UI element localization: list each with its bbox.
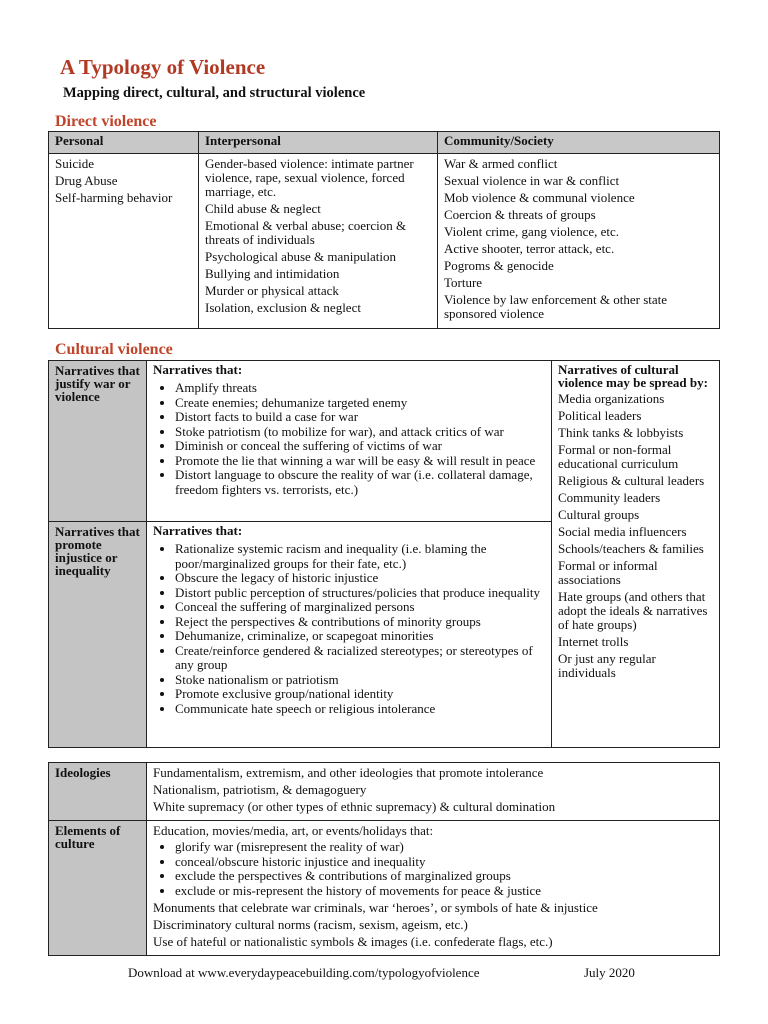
- interpersonal-cell: [199, 154, 438, 329]
- list-item: Think tanks & lobbyists: [558, 425, 684, 440]
- list-item: Active shooter, terror attack, etc.: [444, 241, 615, 256]
- row-label-elements-of-culture: Elements of culture: [49, 821, 147, 956]
- list-item: Formal or non-formal educational curriculum: [558, 442, 679, 471]
- direct-violence-table: [48, 131, 720, 329]
- row-label-justify-war: Narratives that justify war or violence: [49, 361, 147, 522]
- list-item: • exclude or mis-represent the history of movements for peace & justice: [175, 884, 713, 899]
- narratives-intro: Narratives that:: [153, 523, 243, 538]
- row-label-ideologies: Ideologies: [49, 763, 147, 821]
- page-subtitle: Mapping direct, cultural, and structural violence: [63, 85, 366, 101]
- col-header-personal: Personal: [49, 132, 199, 154]
- list-item: War & armed conflict: [444, 156, 558, 171]
- personal-cell: [49, 154, 199, 329]
- list-item: Fundamentalism, extremism, and other ideologies that promote intolerance: [153, 765, 544, 780]
- list-item: • Create/reinforce gendered & racialized stereotypes; or stereotypes of any group: [175, 644, 545, 673]
- list-item: Formal or informal associations: [558, 558, 658, 587]
- ideologies-cell: [147, 763, 720, 821]
- list-item: • Distort language to obscure the reality of war (i.e. collateral damage, freedom fighters vs. terrorists, etc.): [175, 468, 545, 497]
- list-item: Isolation, exclusion & neglect: [205, 300, 361, 315]
- list-item: Child abuse & neglect: [205, 201, 321, 216]
- list-item: • Stoke patriotism (to mobilize for war), and attack critics of war: [175, 425, 545, 440]
- list-item: Drug Abuse: [55, 173, 118, 188]
- download-link[interactable]: Download at www.everydaypeacebuilding.com/typologyofviolence: [128, 965, 480, 980]
- direct-violence-heading: Direct violence: [55, 113, 157, 130]
- row-label-injustice: Narratives that promote injustice or inequality: [49, 522, 147, 748]
- cultural-violence-heading: Cultural violence: [55, 341, 173, 358]
- list-item: Psychological abuse & manipulation: [205, 249, 396, 264]
- spread-by-heading: Narratives of cultural violence may be spread by:: [558, 362, 708, 390]
- col-header-interpersonal: Interpersonal: [199, 132, 438, 154]
- list-item: • glorify war (misrepresent the reality of war): [175, 840, 713, 855]
- injustice-cell: [147, 522, 552, 748]
- list-item: • Rationalize systemic racism and inequality (i.e. blaming the poor/marginalized groups for their fate, etc.): [175, 542, 545, 571]
- list-item: • Dehumanize, criminalize, or scapegoat minorities: [175, 629, 545, 644]
- cultural-violence-table: [48, 360, 720, 748]
- justify-war-cell: [147, 361, 552, 522]
- list-item: Sexual violence in war & conflict: [444, 173, 620, 188]
- list-item: • Promote exclusive group/national identity: [175, 687, 545, 702]
- list-item: Nationalism, patriotism, & demagoguery: [153, 782, 367, 797]
- list-item: Suicide: [55, 156, 94, 171]
- list-item: Self-harming behavior: [55, 190, 173, 205]
- list-item: • Conceal the suffering of marginalized persons: [175, 600, 545, 615]
- footer-date: July 2020: [584, 965, 635, 980]
- list-item: Hate groups (and others that adopt the ideals & narratives of hate groups): [558, 589, 708, 632]
- list-item: Political leaders: [558, 408, 642, 423]
- list-item: Mob violence & communal violence: [444, 190, 635, 205]
- list-item: • conceal/obscure historic injustice and inequality: [175, 855, 713, 870]
- list-item: • Reject the perspectives & contributions of minority groups: [175, 615, 545, 630]
- list-item: • Diminish or conceal the suffering of victims of war: [175, 439, 545, 454]
- justify-war-list: [153, 381, 545, 497]
- col-header-community: Community/Society: [438, 132, 720, 154]
- list-item: • Distort public perception of structures/policies that produce inequality: [175, 586, 545, 601]
- list-item: Bullying and intimidation: [205, 266, 340, 281]
- list-item: Emotional & verbal abuse; coercion & threats of individuals: [205, 218, 407, 247]
- list-item: Cultural groups: [558, 507, 640, 522]
- list-item: Religious & cultural leaders: [558, 473, 705, 488]
- list-item: Violent crime, gang violence, etc.: [444, 224, 620, 239]
- list-item: Coercion & threats of groups: [444, 207, 596, 222]
- list-item: Murder or physical attack: [205, 283, 339, 298]
- list-item: Monuments that celebrate war criminals, war ‘heroes’, or symbols of hate & injustice: [153, 900, 598, 915]
- list-item: • Distort facts to build a case for war: [175, 410, 545, 425]
- list-item: • Communicate hate speech or religious intolerance: [175, 702, 545, 717]
- elements-cell: [147, 821, 720, 956]
- list-item: • Stoke nationalism or patriotism: [175, 673, 545, 688]
- page-title: A Typology of Violence: [60, 55, 266, 79]
- spread-by-cell: [552, 361, 720, 748]
- injustice-list: [153, 542, 545, 716]
- list-item: Torture: [444, 275, 483, 290]
- list-item: Internet trolls: [558, 634, 629, 649]
- list-item: • Create enemies; dehumanize targeted enemy: [175, 396, 545, 411]
- list-item: • exclude the perspectives & contributions of marginalized groups: [175, 869, 713, 884]
- list-item: Violence by law enforcement & other state sponsored violence: [444, 292, 668, 321]
- list-item: • Obscure the legacy of historic injustice: [175, 571, 545, 586]
- list-item: White supremacy (or other types of ethnic supremacy) & cultural domination: [153, 799, 556, 814]
- elements-intro: Education, movies/media, art, or events/holidays that:: [153, 823, 434, 838]
- list-item: • Promote the lie that winning a war will be easy & will result in peace: [175, 454, 545, 469]
- list-item: Social media influencers: [558, 524, 687, 539]
- list-item: Or just any regular individuals: [558, 651, 656, 680]
- list-item: Schools/teachers & families: [558, 541, 704, 556]
- list-item: Discriminatory cultural norms (racism, sexism, ageism, etc.): [153, 917, 468, 932]
- ideologies-culture-table: [48, 762, 720, 956]
- list-item: • Amplify threats: [175, 381, 545, 396]
- list-item: Community leaders: [558, 490, 661, 505]
- list-item: Media organizations: [558, 391, 665, 406]
- list-item: Pogroms & genocide: [444, 258, 554, 273]
- list-item: Use of hateful or nationalistic symbols & images (i.e. confederate flags, etc.): [153, 934, 553, 949]
- list-item: Gender-based violence: intimate partner violence, rape, sexual violence, forced marriage, etc.: [205, 156, 414, 199]
- narratives-intro: Narratives that:: [153, 362, 243, 377]
- elements-list: [153, 840, 713, 898]
- community-cell: [438, 154, 720, 329]
